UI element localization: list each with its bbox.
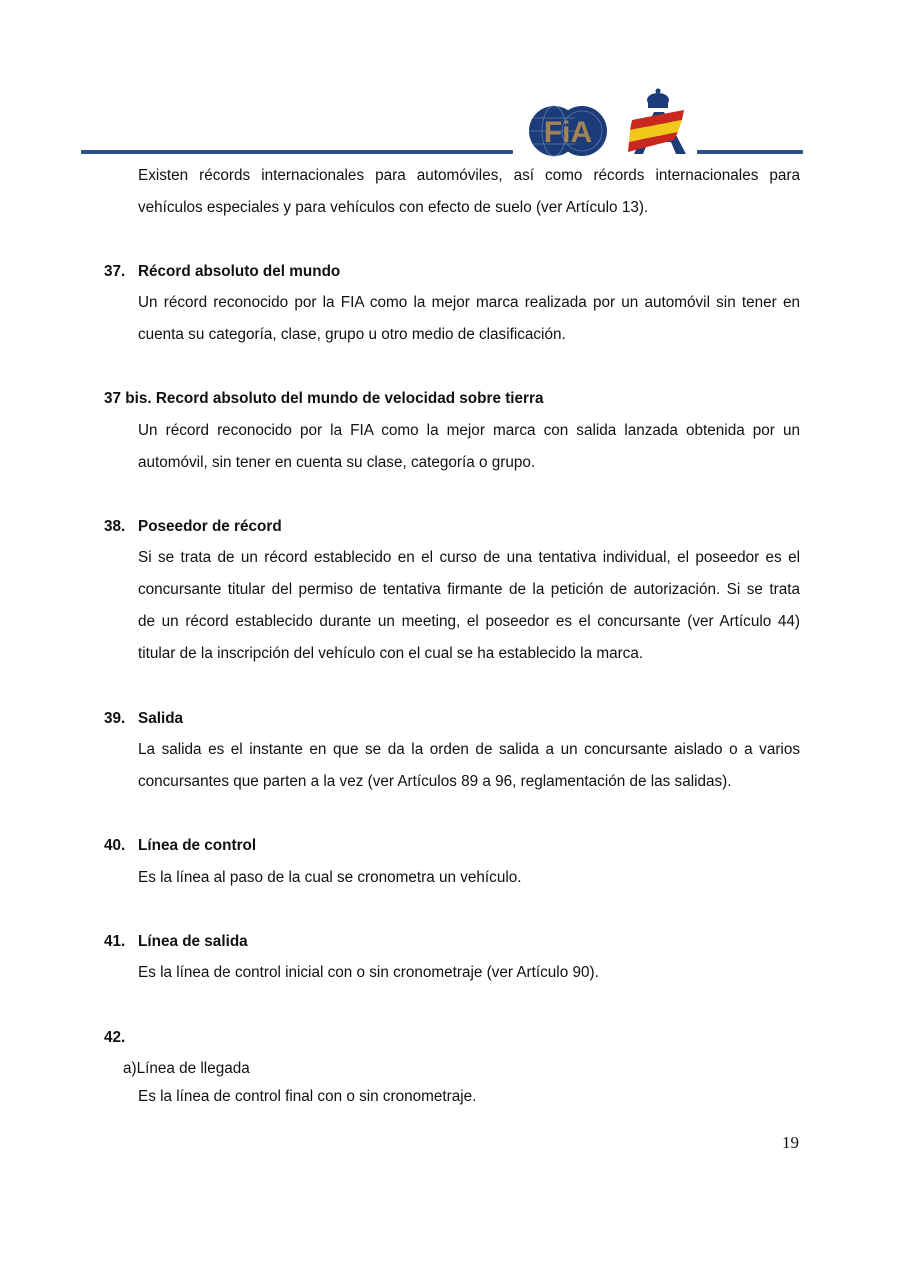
section-number: 38. bbox=[104, 518, 126, 535]
section-title: Poseedor de récord bbox=[138, 518, 282, 535]
section-42-heading bbox=[104, 1030, 125, 1046]
section-38-line-2: concursante titular del permiso de tentativa firmante de la petición de autorización. Si se trata bbox=[138, 581, 800, 598]
section-37bis-line-1: Un récord reconocido por la FIA como la mejor marca con salida lanzada obtenida por un bbox=[138, 422, 800, 439]
section-37-line-1: Un récord reconocido por la FIA como la mejor marca realizada por un automóvil sin tener en bbox=[138, 294, 800, 311]
header-rule-right bbox=[697, 150, 803, 154]
section-37bis-line-2: automóvil, sin tener en cuenta su clase, categoría o grupo. bbox=[138, 454, 536, 471]
section-title: Línea de salida bbox=[138, 933, 248, 950]
section-39-line-2: concursantes que parten a la vez (ver Artículos 89 a 96, reglamentación de las salidas). bbox=[138, 773, 732, 790]
svg-text:FiA: FiA bbox=[543, 116, 593, 149]
page-number: 19 bbox=[782, 1133, 799, 1152]
rfeda-logo-icon bbox=[626, 88, 688, 156]
section-title: Récord absoluto del mundo bbox=[138, 263, 341, 280]
section-title: Salida bbox=[138, 710, 184, 727]
section-37-line-2: cuenta su categoría, clase, grupo u otro medio de clasificación. bbox=[138, 326, 566, 343]
section-41-line-1: Es la línea de control inicial con o sin cronometraje (ver Artículo 90). bbox=[138, 964, 599, 981]
section-38-heading bbox=[104, 519, 282, 535]
section-39-line-1: La salida es el instante en que se da la orden de salida a un concursante aislado o a varios bbox=[138, 741, 800, 758]
section-37-heading bbox=[104, 264, 340, 280]
section-40-line-1: Es la línea al paso de la cual se cronometra un vehículo. bbox=[138, 869, 522, 886]
section-number: 40. bbox=[104, 837, 126, 854]
intro-line-2: vehículos especiales y para vehículos con efecto de suelo (ver Artículo 13). bbox=[138, 199, 649, 216]
section-38-line-4: titular de la inscripción del vehículo con el cual se ha establecido la marca. bbox=[138, 645, 644, 662]
section-number: 37 bis. bbox=[104, 390, 152, 407]
section-number: 37. bbox=[104, 263, 126, 280]
section-37bis-heading bbox=[104, 391, 543, 407]
section-number: 39. bbox=[104, 710, 126, 727]
section-38-line-1: Si se trata de un récord establecido en el curso de una tentativa individual, el poseedor es el bbox=[138, 549, 800, 566]
section-42-subitem: a)Línea de llegada bbox=[123, 1060, 250, 1077]
fia-logo-icon bbox=[528, 104, 608, 158]
header-rule-left bbox=[81, 150, 513, 154]
intro-line-1: Existen récords internacionales para automóviles, así como récords internacionales para bbox=[138, 167, 800, 184]
section-number: 42. bbox=[104, 1029, 126, 1046]
section-40-heading bbox=[104, 838, 256, 854]
section-41-heading bbox=[104, 934, 248, 950]
section-title: Record absoluto del mundo de velocidad sobre tierra bbox=[155, 390, 544, 407]
section-title: Línea de control bbox=[138, 837, 257, 854]
section-38-line-3: de un récord establecido durante un meeting, el poseedor es el concursante (ver Artículo 44) bbox=[138, 613, 800, 630]
section-number: 41. bbox=[104, 933, 126, 950]
section-39-heading bbox=[104, 711, 183, 727]
section-42-line-1: Es la línea de control final con o sin cronometraje. bbox=[138, 1088, 477, 1105]
